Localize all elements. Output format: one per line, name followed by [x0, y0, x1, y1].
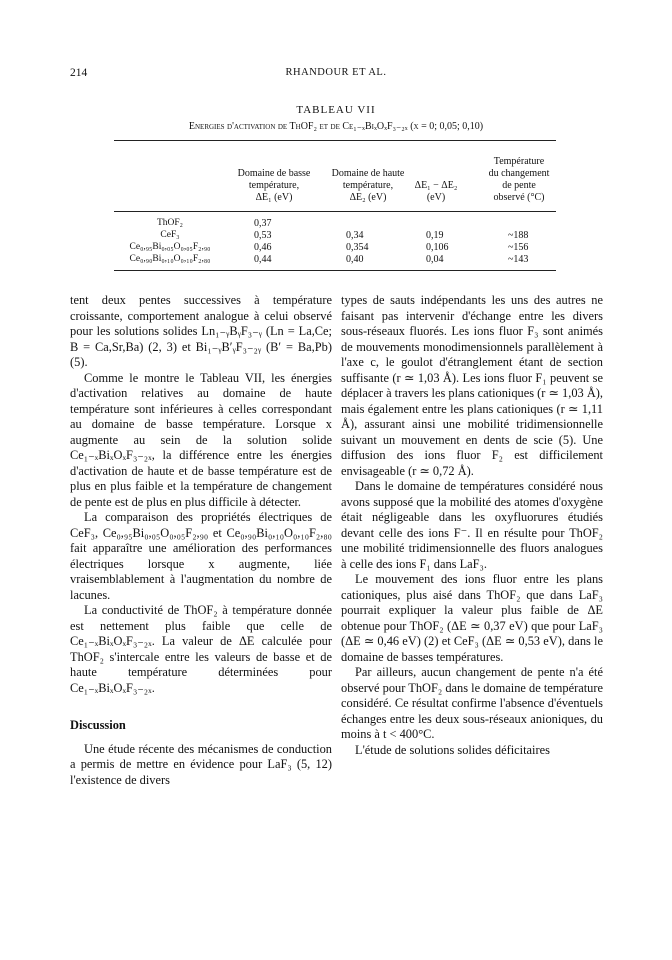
- table-cell: 0,37: [254, 218, 272, 229]
- table-title: TABLEAU VII: [296, 104, 376, 116]
- column-header-line: observé (°C): [493, 192, 545, 203]
- column-header-line: température,: [342, 180, 394, 191]
- page-number: 214: [70, 67, 88, 79]
- column-header-temp-change: [474, 156, 564, 204]
- table-header-rule: [114, 211, 556, 212]
- table-cell: 0,40: [346, 254, 364, 265]
- heading-gap: [70, 734, 332, 742]
- column-header-line: de pente: [502, 180, 536, 191]
- paragraph: tent deux pentes successives à température croissante, comportement analogue à celui observé pour les solutions solides Ln₁₋ᵧBᵧF₃₋ᵧ (Ln = La,Ce; B = Ca,Sr,Ba) (2, 3) et Bi₁₋ᵧB′ᵧF₃₋₂ᵧ (B′ = Ba,Pb) (5).: [70, 293, 332, 369]
- table-cell: 0,34: [346, 230, 364, 241]
- column-header-line: Domaine de basse: [237, 168, 311, 179]
- column-header-line: Domaine de haute: [331, 168, 405, 179]
- row-label: ThOF₂: [156, 218, 183, 228]
- paragraph: Dans le domaine de températures considéré nous avons supposé que la mobilité des atomes d'oxygène était négligeable dans les oxyfluorures étudiés devant celle des ions F⁻. Il en résulte pour ThOF₂ une mobilité tridimensionnelle des fluors analogues à celle des ions F₁ dans LaF₃.: [341, 479, 603, 571]
- table-cell: ~156: [508, 242, 529, 253]
- column-header-line: température,: [248, 180, 300, 191]
- column-header-delta: [400, 180, 472, 204]
- paragraph: Par ailleurs, aucun changement de pente n'a été observé pour ThOF₂ dans le domaine de température considéré. Ce résultat confirme l'absence d'éventuels échanges entre les deux sous-réseaux anioniques, du moins à t < 400°C.: [341, 665, 603, 741]
- section-heading: Discussion: [70, 718, 126, 732]
- paragraph: Comme le montre le Tableau VII, les énergies d'activation relatives au domaine de haute température sont inférieures à celles correspondant au domaine de basse température. Lorsque x augmente au sein de la solution solide Ce₁₋ₓBiₓOₓF₃₋₂ₓ, la différence entre les énergies d'activation de haute et de basse température est de plus en plus faible et la température de changement de pente est de plus en plus difficile à détecter.: [70, 370, 332, 509]
- paragraph: Une étude récente des mécanismes de conduction a permis de mettre en évidence pour LaF₃ (5, 12) l'existence de divers: [70, 741, 332, 787]
- row-label: CeF₃: [160, 230, 180, 240]
- left-column: [70, 293, 332, 788]
- table-cell: 0,354: [346, 242, 369, 253]
- table-cell: 0,04: [426, 254, 444, 265]
- column-header-line: ΔE₂ (eV): [349, 192, 387, 203]
- running-header: [0, 67, 672, 83]
- column-header-line: du changement: [488, 168, 550, 179]
- right-column: [341, 293, 603, 758]
- table-caption: Energies d'activation de ThOF₂ et de Ce₁₋ₓBiₓOₓF₃₋₂ₓ (x = 0; 0,05; 0,10): [188, 121, 484, 132]
- column-header-line: (eV): [426, 192, 446, 203]
- table-cell: 0,44: [254, 254, 272, 265]
- paragraph: L'étude de solutions solides déficitaires: [355, 742, 550, 757]
- table-cell: 0,106: [426, 242, 449, 253]
- paragraph: La comparaison des propriétés électriques de CeF₃, Ce₀,₉₅Bi₀,₀₅O₀,₀₅F₂,₉₀ et Ce₀,₉₀Bi₀,₁₀O₀,₁₀F₂,₈₀ fait apparaître une amélioration des performances électriques lorsque x augmente, liée vraisemblablement à l'augmentation du nombre de lacunes.: [70, 510, 332, 602]
- table-cell: ~143: [508, 254, 529, 265]
- column-header-low-temp: [220, 168, 328, 204]
- table-cell: 0,46: [254, 242, 272, 253]
- paragraph: Le mouvement des ions fluor entre les plans cationiques, plus aisé dans ThOF₂ que dans LaF₃ pourrait expliquer la valeur plus faible de ΔE obtenue pour ThOF₂ (ΔE ≃ 0,37 eV) que pour LaF₃ (ΔE ≃ 0,46 eV) (2) et CeF₃ (ΔE ≃ 0,53 eV), dans le domaine de basses températures.: [341, 572, 603, 664]
- running-title: RHANDOUR ET AL.: [285, 67, 387, 78]
- column-header-line: ΔE₁ − ΔE₂: [414, 180, 458, 191]
- paragraph: La conductivité de ThOF₂ à température donnée est nettement plus faible que celle de Ce₁₋ₓBiₓOₓF₃₋₂ₓ. La valeur de ΔE calculée pour ThOF₂ s'intercale entre les valeurs de basse et de haute température déterminées pour Ce₁₋ₓBiₓOₓF₃₋₂ₓ.: [70, 603, 332, 695]
- table-cell: 0,53: [254, 230, 272, 241]
- table-cell: ~188: [508, 230, 529, 241]
- row-label: Ce₀,₉₅Bi₀,₀₅O₀,₀₅F₂,₉₀: [129, 242, 211, 252]
- column-header-line: Température: [493, 156, 545, 167]
- table-bottom-rule: [114, 270, 556, 271]
- row-label: Ce₀,₉₀Bi₀,₁₀O₀,₁₀F₂,₈₀: [129, 254, 211, 264]
- section-gap: [70, 696, 332, 718]
- table-cell: 0,19: [426, 230, 444, 241]
- table-top-rule: [114, 140, 556, 141]
- paragraph: types de sauts indépendants les uns des autres ne faisant pas intervenir d'échange entre les divers sous-réseaux fluorés. Les ions fluor F₃ sont animés de mouvements monodimensionnels parallèlement à l'axe c, le goulot d'étranglement étant de section suffisante (r ≃ 1,03 Å). Les ions fluor F₁ peuvent se déplacer à travers les plans cationiques (r ≃ 1,03 Å), mais également entre les plans cationiques (r ≃ 1,11 Å), assurant ainsi une mobilité tridimensionnelle suivant un mouvement en dents de scie (5). Une diffusion des ions fluor F₂ est difficilement envisageable (r ≃ 0,72 Å).: [341, 293, 603, 478]
- column-header-line: ΔE₁ (eV): [255, 192, 293, 203]
